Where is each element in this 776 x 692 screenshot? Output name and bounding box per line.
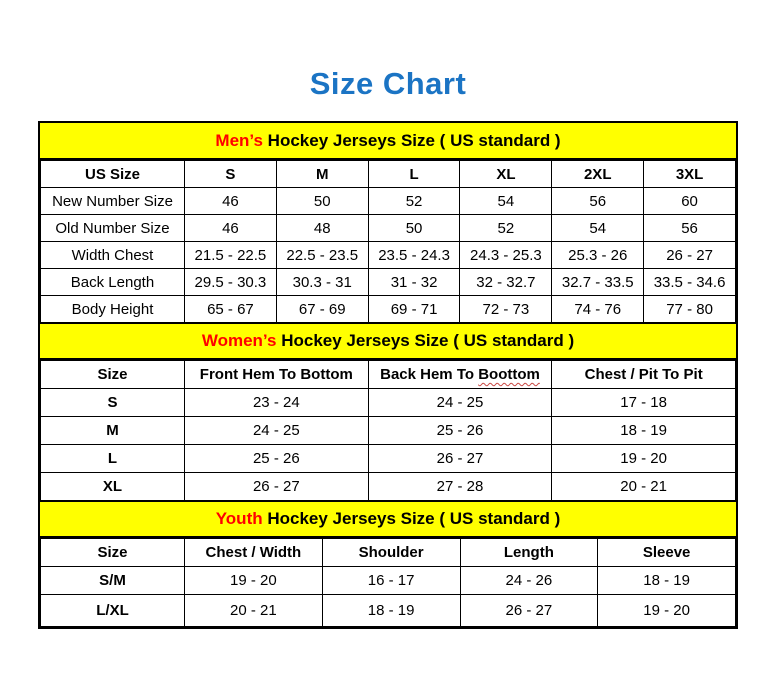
youth-col-size: Size [41,539,185,567]
youth-header-row [41,539,736,567]
size-value-cell: 19 - 20 [598,595,736,627]
youth-size-table [40,538,736,627]
size-value-cell: 23 - 24 [185,389,369,417]
size-value-cell: 19 - 20 [552,445,736,473]
table-row [41,296,736,323]
size-value-cell: 16 - 17 [322,567,460,595]
mens-col-s: S [185,161,277,188]
womens-col-chest: Chest / Pit To Pit [552,361,736,389]
table-row [41,473,736,501]
size-value-cell: 32.7 - 33.5 [552,269,644,296]
row-label: Old Number Size [41,215,185,242]
mens-col-m: M [276,161,368,188]
womens-col-back-hem [368,361,552,389]
row-label: XL [41,473,185,501]
row-label: L/XL [41,595,185,627]
table-row [41,445,736,473]
size-value-cell: 50 [368,215,460,242]
size-value-cell: 33.5 - 34.6 [644,269,736,296]
size-value-cell: 19 - 20 [185,567,323,595]
table-row [41,215,736,242]
womens-header-row [41,361,736,389]
size-value-cell: 67 - 69 [276,296,368,323]
size-value-cell: 50 [276,188,368,215]
back-hem-label: Back Hem To [380,366,479,383]
youth-label-red: Youth [215,509,263,528]
mens-size-table [40,160,736,323]
size-value-cell: 17 - 18 [552,389,736,417]
row-label: New Number Size [41,188,185,215]
youth-section-header [40,501,736,538]
row-label: Width Chest [41,242,185,269]
row-label: Back Length [41,269,185,296]
table-row [41,188,736,215]
table-row [41,595,736,627]
row-label: M [41,417,185,445]
youth-col-shoulder: Shoulder [322,539,460,567]
mens-label-rest: Hockey Jerseys Size ( US standard ) [262,130,561,150]
size-value-cell: 20 - 21 [552,473,736,501]
size-value-cell: 24 - 26 [460,567,598,595]
size-value-cell: 22.5 - 23.5 [276,242,368,269]
size-value-cell: 18 - 19 [552,417,736,445]
size-value-cell: 24 - 25 [185,417,369,445]
youth-label-rest: Hockey Jerseys Size ( US standard ) [262,509,561,528]
size-value-cell: 31 - 32 [368,269,460,296]
row-label: L [41,445,185,473]
size-value-cell: 29.5 - 30.3 [185,269,277,296]
size-value-cell: 52 [368,188,460,215]
size-value-cell: 69 - 71 [368,296,460,323]
mens-col-xl: XL [460,161,552,188]
size-value-cell: 46 [185,215,277,242]
size-value-cell: 26 - 27 [644,242,736,269]
youth-col-length: Length [460,539,598,567]
mens-col-2xl: 2XL [552,161,644,188]
size-value-cell: 54 [552,215,644,242]
size-value-cell: 65 - 67 [185,296,277,323]
mens-col-l: L [368,161,460,188]
womens-label-rest: Hockey Jerseys Size ( US standard ) [276,331,575,350]
table-row [41,389,736,417]
size-chart-table [38,121,738,629]
size-value-cell: 26 - 27 [368,445,552,473]
size-value-cell: 24 - 25 [368,389,552,417]
table-row [41,242,736,269]
youth-col-chest: Chest / Width [185,539,323,567]
table-row [41,567,736,595]
size-value-cell: 26 - 27 [460,595,598,627]
size-value-cell: 30.3 - 31 [276,269,368,296]
womens-col-size: Size [41,361,185,389]
size-value-cell: 18 - 19 [598,567,736,595]
size-value-cell: 32 - 32.7 [460,269,552,296]
size-value-cell: 52 [460,215,552,242]
table-row [41,269,736,296]
size-value-cell: 74 - 76 [552,296,644,323]
row-label: S [41,389,185,417]
size-value-cell: 56 [552,188,644,215]
size-value-cell: 26 - 27 [185,473,369,501]
size-value-cell: 24.3 - 25.3 [460,242,552,269]
page-title: Size Chart [309,66,467,101]
mens-header-row [41,161,736,188]
size-value-cell: 25 - 26 [185,445,369,473]
size-value-cell: 18 - 19 [322,595,460,627]
size-value-cell: 54 [460,188,552,215]
womens-section-header [40,323,736,360]
size-value-cell: 23.5 - 24.3 [368,242,460,269]
size-value-cell: 25 - 26 [368,417,552,445]
size-value-cell: 56 [644,215,736,242]
size-value-cell: 27 - 28 [368,473,552,501]
size-value-cell: 21.5 - 22.5 [185,242,277,269]
youth-col-sleeve: Sleeve [598,539,736,567]
table-row [41,417,736,445]
size-value-cell: 46 [185,188,277,215]
mens-col-us-size: US Size [41,161,185,188]
womens-col-front-hem: Front Hem To Bottom [185,361,369,389]
row-label: S/M [41,567,185,595]
row-label: Body Height [41,296,185,323]
mens-col-3xl: 3XL [644,161,736,188]
womens-size-table [40,360,736,501]
size-value-cell: 60 [644,188,736,215]
size-value-cell: 72 - 73 [460,296,552,323]
size-value-cell: 48 [276,215,368,242]
size-value-cell: 77 - 80 [644,296,736,323]
back-hem-misspelled-word: Boottom [478,366,540,383]
mens-section-header [40,123,736,160]
mens-label-red: Men’s [215,130,263,150]
size-value-cell: 25.3 - 26 [552,242,644,269]
size-value-cell: 20 - 21 [185,595,323,627]
womens-label-red: Women’s [201,331,277,350]
